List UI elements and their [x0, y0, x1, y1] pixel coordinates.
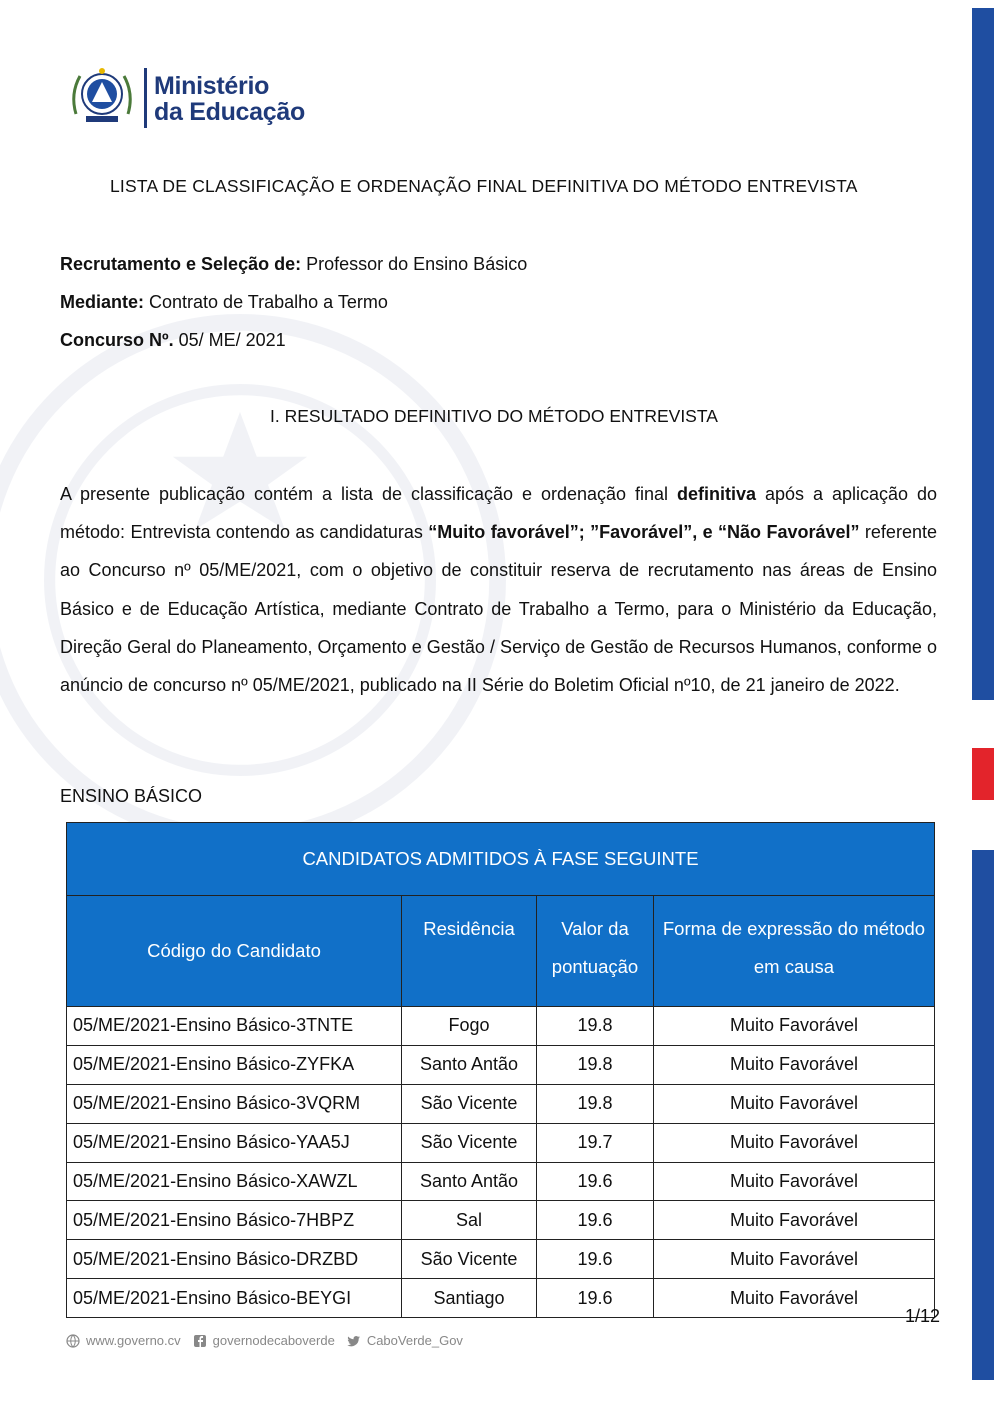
- cell-code: 05/ME/2021-Ensino Básico-7HBPZ: [67, 1201, 402, 1240]
- table-row: [67, 1201, 935, 1240]
- cell-score: 19.6: [537, 1162, 654, 1201]
- body-text-1: A presente publicação contém a lista de classificação e ordenação final: [60, 484, 677, 504]
- document-title: LISTA DE CLASSIFICAÇÃO E ORDENAÇÃO FINAL DEFINITIVA DO MÉTODO ENTREVISTA: [110, 176, 858, 196]
- side-bar-red: [972, 748, 994, 800]
- body-bold-1: definitiva: [676, 484, 756, 504]
- cell-code: 05/ME/2021-Ensino Básico-XAWZL: [67, 1162, 402, 1201]
- cell-code: 05/ME/2021-Ensino Básico-3TNTE: [67, 1007, 402, 1046]
- cell-residence: São Vicente: [402, 1123, 537, 1162]
- cell-residence: Santo Antão: [402, 1162, 537, 1201]
- cell-expression: Muito Favorável: [654, 1279, 935, 1318]
- results-table: [66, 822, 935, 1318]
- footer: [66, 1333, 463, 1348]
- cell-residence: Santiago: [402, 1279, 537, 1318]
- field-label: Mediante:: [60, 292, 145, 312]
- cell-code: 05/ME/2021-Ensino Básico-3VQRM: [67, 1084, 402, 1123]
- cell-code: 05/ME/2021-Ensino Básico-ZYFKA: [67, 1045, 402, 1084]
- header-candidate-code: Código do Candidato: [67, 896, 402, 1007]
- cell-code: 05/ME/2021-Ensino Básico-BEYGI: [67, 1279, 402, 1318]
- field-mediante: [60, 292, 388, 313]
- header-expression: Forma de expressão do método em causa: [654, 896, 935, 1007]
- ministry-logo: [66, 64, 326, 134]
- footer-facebook[interactable]: [193, 1333, 335, 1348]
- field-label: Concurso Nº.: [60, 330, 174, 350]
- footer-twitter-text: CaboVerde_Gov: [366, 1333, 463, 1348]
- coat-of-arms-icon: [66, 64, 138, 130]
- logo-text-line1: Ministério: [154, 72, 270, 100]
- cell-score: 19.7: [537, 1123, 654, 1162]
- table-row: [67, 1045, 935, 1084]
- cell-score: 19.6: [537, 1240, 654, 1279]
- cell-code: 05/ME/2021-Ensino Básico-YAA5J: [67, 1123, 402, 1162]
- cell-score: 19.6: [537, 1201, 654, 1240]
- footer-twitter[interactable]: [347, 1333, 463, 1348]
- page-number: 1/12: [904, 1306, 940, 1326]
- cell-score: 19.8: [537, 1045, 654, 1084]
- cell-residence: Santo Antão: [402, 1045, 537, 1084]
- cell-residence: Fogo: [402, 1007, 537, 1046]
- cell-score: 19.6: [537, 1279, 654, 1318]
- body-text-3: referente ao Concurso nº 05/ME/2021, com o objetivo de constituir reserva de recrutamento nas áreas de Ensino Básico e de Educação Artística, mediante Contrato de Trabalho a Termo, para o Ministério da Educação, Direção Geral do Planeamento, Orçamento e Gestão / Serviço de Gestão de Recursos Humanos, conforme o anúncio de concurso nº 05/ME/2021, publicado na II Série do Boletim Oficial nº10, de 21 janeiro de 2022.: [60, 522, 937, 696]
- footer-facebook-text: governodecaboverde: [212, 1333, 335, 1348]
- cell-expression: Muito Favorável: [654, 1240, 935, 1279]
- cell-code: 05/ME/2021-Ensino Básico-DRZBD: [67, 1240, 402, 1279]
- header-residence: Residência: [402, 896, 537, 1007]
- logo-divider: [144, 68, 147, 128]
- logo-text-line2: da Educação: [154, 98, 305, 126]
- cell-residence: São Vicente: [402, 1084, 537, 1123]
- field-value: Professor do Ensino Básico: [301, 254, 528, 274]
- twitter-icon: [347, 1334, 361, 1348]
- field-concurso: [60, 330, 286, 351]
- cell-expression: Muito Favorável: [654, 1045, 935, 1084]
- field-label: Recrutamento e Seleção de:: [60, 254, 302, 274]
- cell-expression: Muito Favorável: [654, 1162, 935, 1201]
- table-row: [67, 1084, 935, 1123]
- body-text-2: após a aplicação do método: Entrevista contendo as candidaturas: [60, 484, 937, 543]
- table-row: [67, 1007, 935, 1046]
- cell-score: 19.8: [537, 1007, 654, 1046]
- table-body: [67, 1007, 935, 1318]
- section-title: I. RESULTADO DEFINITIVO DO MÉTODO ENTREVISTA: [270, 406, 718, 426]
- table-banner: CANDIDATOS ADMITIDOS À FASE SEGUINTE: [67, 823, 935, 896]
- side-bar-blue-top: [972, 8, 994, 700]
- body-bold-2: “Muito favorável”; ”Favorável”, e “Não Favorável”: [428, 522, 860, 543]
- table-row: [67, 1162, 935, 1201]
- footer-website[interactable]: [66, 1333, 181, 1348]
- cell-residence: São Vicente: [402, 1240, 537, 1279]
- field-value: 05/ ME/ 2021: [173, 330, 286, 350]
- facebook-icon: [193, 1334, 207, 1348]
- cell-expression: Muito Favorável: [654, 1201, 935, 1240]
- table-row: [67, 1240, 935, 1279]
- cell-expression: Muito Favorável: [654, 1123, 935, 1162]
- footer-website-text: www.governo.cv: [86, 1333, 181, 1348]
- field-recruitment: [60, 254, 527, 275]
- cell-expression: Muito Favorável: [654, 1007, 935, 1046]
- globe-icon: [66, 1334, 80, 1348]
- sub-heading: ENSINO BÁSICO: [60, 786, 203, 806]
- table-row: [67, 1123, 935, 1162]
- cell-score: 19.8: [537, 1084, 654, 1123]
- body-paragraph: [60, 475, 937, 704]
- field-value: Contrato de Trabalho a Termo: [144, 292, 388, 312]
- table-row: [67, 1279, 935, 1318]
- cell-residence: Sal: [402, 1201, 537, 1240]
- header-score: Valor da pontuação: [537, 896, 654, 1007]
- side-bar-blue-bottom: [972, 850, 994, 1380]
- cell-expression: Muito Favorável: [654, 1084, 935, 1123]
